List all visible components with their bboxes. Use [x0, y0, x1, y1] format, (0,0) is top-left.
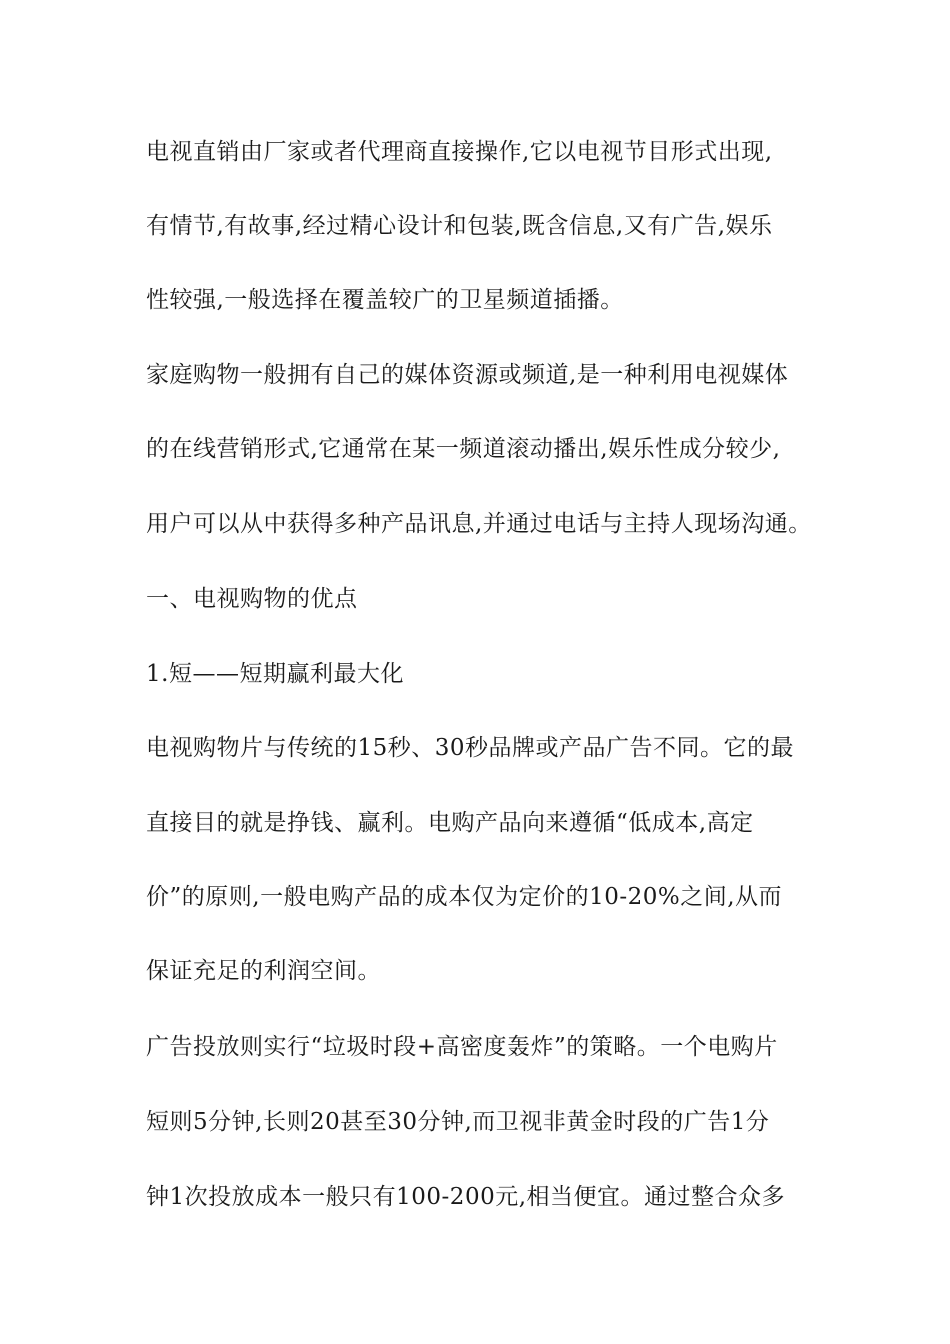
paragraph-line: 短则5分钟,长则20甚至30分钟,而卫视非黄金时段的广告1分 — [146, 1109, 770, 1135]
paragraph-line: 有情节,有故事,经过精心设计和包装,既含信息,又有广告,娱乐 — [146, 213, 773, 239]
paragraph-line: 保证充足的利润空间。 — [146, 958, 381, 984]
paragraph-line: 性较强,一般选择在覆盖较广的卫星频道插播。 — [146, 287, 624, 313]
paragraph-line: 直接目的就是挣钱、赢利。电购产品向来遵循“低成本,高定 — [146, 810, 754, 836]
paragraph-line: 的在线营销形式,它通常在某一频道滚动播出,娱乐性成分较少, — [146, 436, 781, 462]
paragraph-line: 价”的原则,一般电购产品的成本仅为定价的10-20%之间,从而 — [146, 884, 783, 910]
section-heading: 一、电视购物的优点 — [146, 586, 358, 612]
paragraph-line: 家庭购物一般拥有自己的媒体资源或频道,是一种利用电视媒体 — [146, 362, 789, 388]
paragraph-line: 电视购物片与传统的15秒、30秒品牌或产品广告不同。它的最 — [146, 735, 795, 761]
paragraph-line: 广告投放则实行“垃圾时段+高密度轰炸”的策略。一个电购片 — [146, 1034, 778, 1060]
paragraph-line: 电视直销由厂家或者代理商直接操作,它以电视节目形式出现, — [146, 139, 773, 165]
paragraph-line: 钟1次投放成本一般只有100-200元,相当便宜。通过整合众多 — [146, 1184, 786, 1210]
subsection-heading: 1.短——短期赢利最大化 — [146, 661, 404, 687]
paragraph-line: 用户可以从中获得多种产品讯息,并通过电话与主持人现场沟通。 — [146, 511, 812, 537]
